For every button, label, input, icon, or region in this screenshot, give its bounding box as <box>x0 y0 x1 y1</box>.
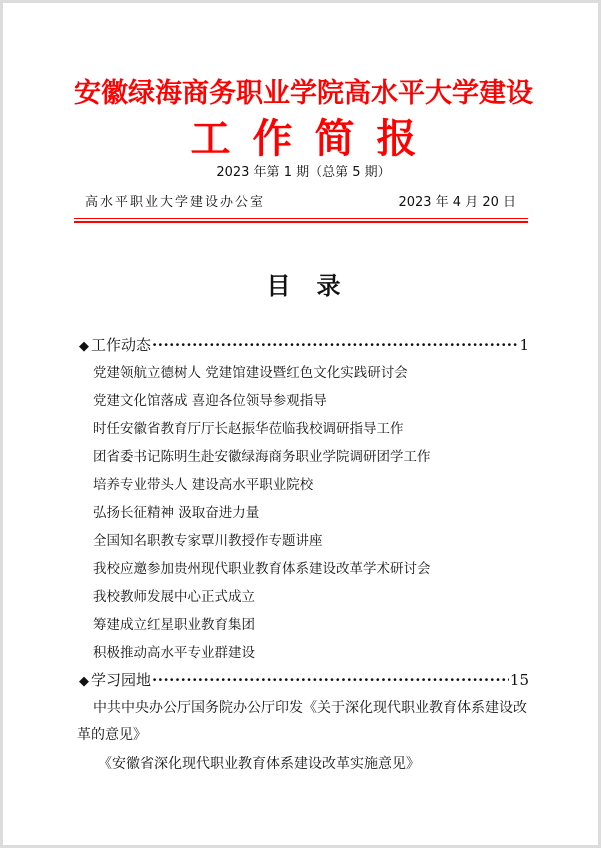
toc-item[interactable]: 《安徽省深化现代职业教育体系建设改革实施意见》 <box>98 756 420 772</box>
toc-page-number: 1 <box>519 336 529 354</box>
masthead-rule-thick <box>74 221 528 223</box>
toc-page-number: 15 <box>509 671 529 689</box>
toc-section-label: 工作动态 <box>91 336 152 354</box>
publish-date: 2023 年 4 月 20 日 <box>398 195 516 210</box>
issue-number: 2023 年第 1 期（总第 5 期） <box>216 165 391 180</box>
toc-item[interactable]: 时任安徽省教育厅厅长赵振华莅临我校调研指导工作 <box>93 421 404 437</box>
toc-section-label: 学习园地 <box>91 671 152 689</box>
masthead-organization: 安徽绿海商务职业学院高水平大学建设 <box>74 78 533 109</box>
masthead-title: 工作简报 <box>190 116 439 162</box>
toc-item-continuation[interactable]: 革的意见》 <box>77 727 147 743</box>
toc-item[interactable]: 积极推动高水平专业群建设 <box>93 645 255 661</box>
toc-item[interactable]: 弘扬长征精神 汲取奋进力量 <box>93 505 260 521</box>
toc-section-study-corner[interactable] <box>79 669 529 691</box>
toc-dot-leader <box>152 669 509 691</box>
toc-item[interactable]: 团省委书记陈明生赴安徽绿海商务职业学院调研团学工作 <box>93 449 431 465</box>
diamond-bullet-icon: ◆ <box>79 339 89 354</box>
toc-item[interactable]: 我校应邀参加贵州现代职业教育体系建设改革学术研讨会 <box>93 561 431 577</box>
toc-item[interactable]: 党建领航立德树人 党建馆建设暨红色文化实践研讨会 <box>93 365 408 381</box>
toc-item[interactable]: 中共中央办公厅国务院办公厅印发《关于深化现代职业教育体系建设改 <box>93 700 527 716</box>
toc-item[interactable]: 筹建成立红星职业教育集团 <box>93 617 255 633</box>
toc-item[interactable]: 培养专业带头人 建设高水平职业院校 <box>93 477 314 493</box>
publisher: 高水平职业大学建设办公室 <box>85 195 266 210</box>
toc-item[interactable]: 全国知名职教专家覃川教授作专题讲座 <box>93 533 323 549</box>
toc-item[interactable]: 我校教师发展中心正式成立 <box>93 589 255 605</box>
masthead-rule-thin <box>74 218 528 219</box>
toc-section-work-news[interactable] <box>79 334 529 356</box>
toc-item[interactable]: 党建文化馆落成 喜迎各位领导参观指导 <box>93 393 327 409</box>
toc-title: 目录 <box>266 272 367 300</box>
toc-dot-leader <box>152 334 518 356</box>
diamond-bullet-icon: ◆ <box>79 674 89 689</box>
